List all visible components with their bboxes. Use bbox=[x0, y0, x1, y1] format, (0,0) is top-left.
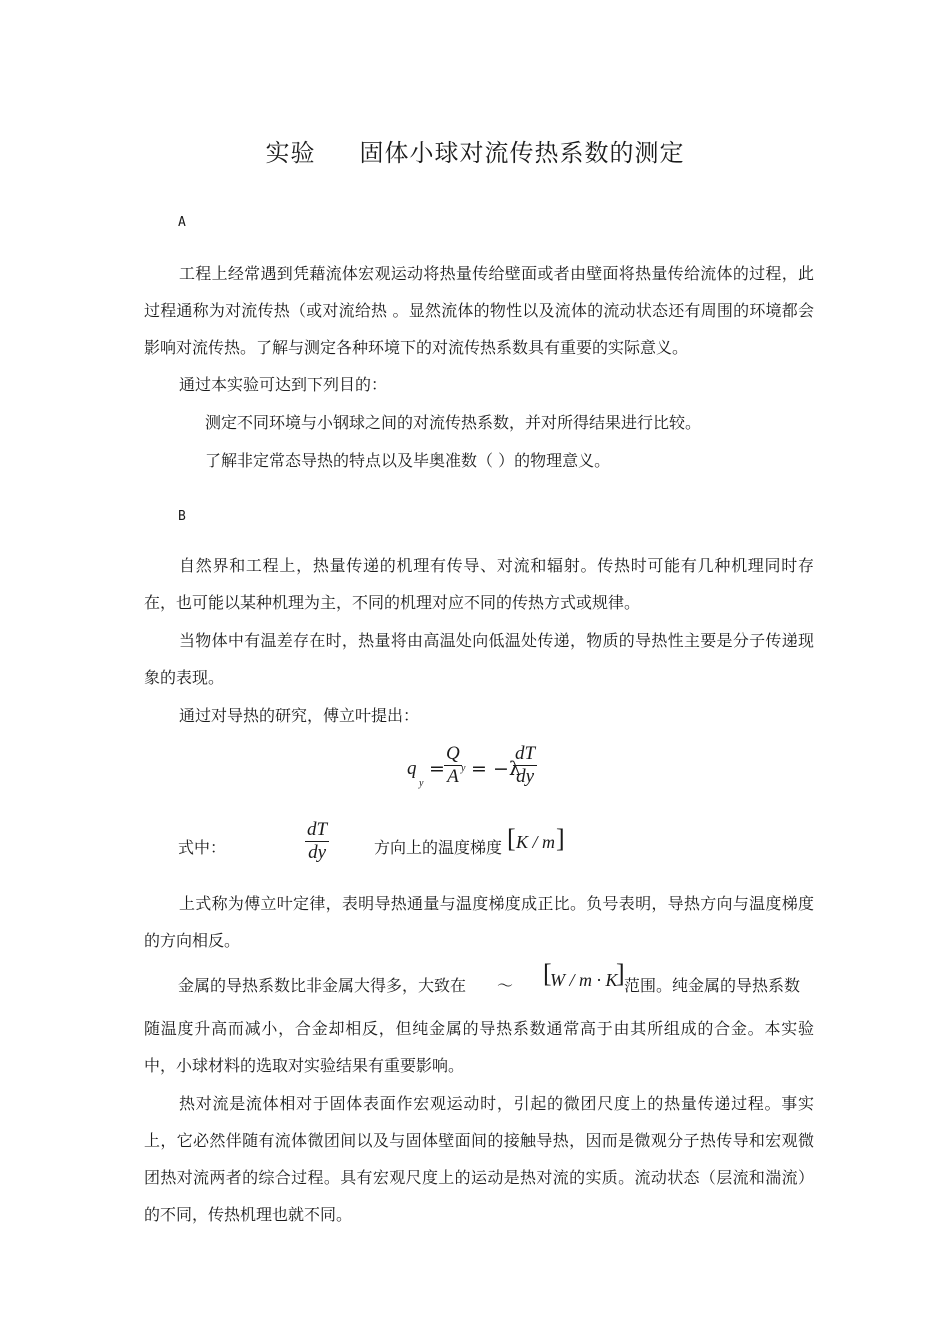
eq-f1-den: A bbox=[444, 765, 462, 788]
section-label: 实验原理 bbox=[198, 509, 263, 524]
unit-w-per-mk: W / m · K bbox=[550, 970, 618, 990]
eq-minus-lambda: = −λ bbox=[471, 758, 521, 780]
eq-f1-num: Q bbox=[446, 743, 460, 764]
paragraph-convection: 热对流是流体相对于固体表面作宏观运动时，引起的微团尺度上的热量传递过程。事实上，它必然伴随有流体微团间以及与固体壁面间的接触导热，因而是微观分子热传导和宏观微团热对流两者的综合过程。具有宏观尺度上的运动是热对流的实质。流动状态（层流和湍流）的不同，传热机理也就不同。 bbox=[144, 1094, 814, 1224]
where-f-den: dy bbox=[305, 841, 329, 864]
title-main: 固体小球对流传热系数的测定 bbox=[359, 139, 685, 167]
unit-k-per-m: K / m bbox=[516, 832, 556, 852]
paragraph-fourier-law: 上式称为傅立叶定律，表明导热通量与温度梯度成正比。负号表明，导热方向与温度梯度的方向相反。 bbox=[144, 894, 814, 950]
unit-bracket-right: ] bbox=[616, 959, 625, 988]
section-heading-a bbox=[178, 211, 263, 230]
where-description: 方向上的温度梯度 bbox=[374, 838, 503, 857]
eq-f2-num: dT bbox=[515, 743, 536, 764]
where-label: 式中： bbox=[178, 838, 227, 857]
unit-bracket-left: [ bbox=[543, 959, 552, 988]
section-letter: A bbox=[178, 215, 189, 230]
metal-text-b: 范围。纯金属的导热系数 bbox=[624, 976, 801, 995]
section-label: 实验目的 bbox=[198, 215, 263, 230]
eq-f2-den: dy bbox=[513, 765, 537, 788]
eq-lhs-sub: y bbox=[419, 778, 424, 789]
page-title bbox=[0, 133, 950, 168]
paragraph-fourier-intro: 通过对导热的研究，傅立叶提出： bbox=[179, 706, 420, 725]
eq-equals: = bbox=[429, 758, 445, 780]
section-heading-b bbox=[178, 505, 263, 524]
paragraph-mechanisms: 自然界和工程上，热量传递的机理有传导、对流和辐射。传热时可能有几种机理同时存在，也可能以某种机理为主，不同的机理对应不同的传热方式或规律。 bbox=[144, 556, 814, 612]
eq-fraction-dt-over-dy bbox=[513, 743, 537, 788]
metal-text-c: 随温度升高而减小，合金却相反，但纯金属的导热系数通常高于由其所组成的合金。本实验中，小球材料的选取对实验结果有重要影响。 bbox=[144, 1019, 814, 1075]
where-fraction-dt-over-dy bbox=[305, 819, 329, 864]
metal-text-a: 金属的导热系数比非金属大得多，大致在 bbox=[178, 976, 467, 995]
paragraph-intro: 工程上经常遇到凭藉流体宏观运动将热量传给壁面或者由壁面将热量传给流体的过程，此过程通称为对流传热（或对流给热 。显然流体的物性以及流体的流动状态还有周围的环境都会影响对流传热。了解与测定各种环境下的对流传热系数具有重要的实际意义。 bbox=[144, 264, 814, 357]
metal-tilde: ～ bbox=[497, 976, 514, 995]
paragraph-goal-1: 测定不同环境与小钢球之间的对流传热系数，并对所得结果进行比较。 bbox=[205, 413, 702, 432]
title-prefix: 实验 bbox=[265, 139, 316, 167]
eq-fraction-q-over-a bbox=[444, 743, 462, 788]
section-letter: B bbox=[178, 509, 189, 524]
where-f-num: dT bbox=[307, 819, 328, 840]
paragraph-goal-2: 了解非定常态导热的特点以及毕奥准数（ ）的物理意义。 bbox=[205, 451, 611, 470]
unit-bracket-right: ] bbox=[556, 824, 565, 853]
eq-f1-sub: y bbox=[461, 763, 466, 774]
unit-bracket-left: [ bbox=[507, 824, 516, 853]
paragraph-goals-intro: 通过本实验可达到下列目的： bbox=[179, 375, 388, 394]
eq-lhs: q bbox=[407, 758, 417, 779]
paragraph-conduction: 当物体中有温差存在时，热量将由高温处向低温处传递，物质的导热性主要是分子传递现象的表现。 bbox=[144, 631, 814, 687]
